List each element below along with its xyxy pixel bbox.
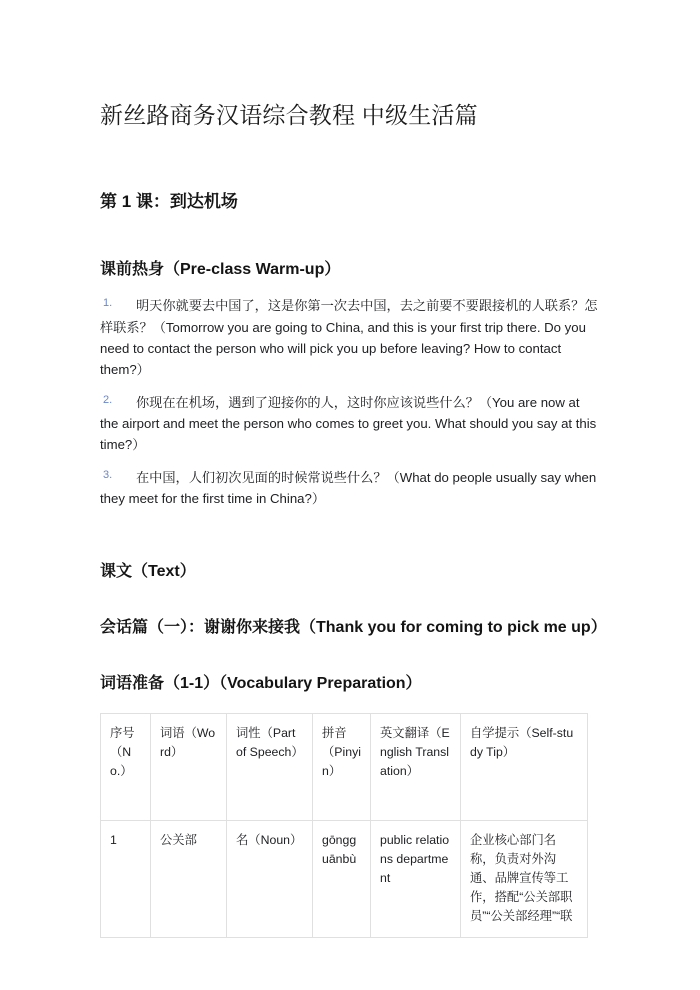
- column-header-pinyin: 拼音（Pinyin）: [313, 713, 371, 820]
- list-item: 在中国，人们初次见面的时候常说些什么？（What do people usually say when they meet for the first time in China?）: [100, 469, 597, 507]
- page-content: [100, 0, 607, 938]
- list-item: 明天你就要去中国了，这是你第一次去中国，去之前要不要跟接机的人联系？怎样联系？（Tomorrow you are going to China, and this is your first trip there. Do you need to contact the person who will pick you up before leaving? How to contact them?）: [100, 298, 598, 378]
- column-header-no: 序号（No.）: [101, 713, 151, 820]
- text-section-heading: 课文（Text）: [100, 562, 196, 580]
- warmup-question-list: [100, 281, 600, 509]
- cell-word: 公关部: [151, 820, 227, 937]
- document-title: 新丝路商务汉语综合教程 中级生活篇: [100, 102, 478, 128]
- column-header-translation: 英文翻译（English Translation）: [371, 713, 461, 820]
- lesson-heading: 第 1 课：到达机场: [100, 191, 238, 211]
- column-header-part-of-speech: 词性（Part of Speech）: [227, 713, 313, 820]
- list-item: 你现在在机场，遇到了迎接你的人，这时你应该说些什么？（You are now at the airport and meet the person who comes to greet you. What should you say at this time?）: [100, 394, 597, 453]
- table-header-row: [101, 713, 588, 820]
- dialogue-heading: 会话篇（一）：谢谢你来接我（Thank you for coming to pick me up）: [100, 618, 607, 636]
- column-header-self-study-tip: 自学提示（Self-study Tip）: [461, 713, 588, 820]
- cell-pinyin: gōngguānbù: [313, 820, 371, 937]
- cell-part-of-speech: 名（Noun）: [227, 820, 313, 937]
- cell-self-study-tip: 企业核心部门名称，负责对外沟通、品牌宣传等工作，搭配“公关部职员”“公关部经理”“联: [461, 820, 588, 937]
- vocabulary-preparation-heading: 词语准备（1-1）（Vocabulary Preparation）: [100, 675, 422, 693]
- column-header-word: 词语（Word）: [151, 713, 227, 820]
- cell-translation: public relations department: [371, 820, 461, 937]
- vocabulary-table: [100, 713, 588, 938]
- warmup-heading: 课前热身（Pre-class Warm-up）: [100, 260, 341, 278]
- table-row: [101, 820, 588, 937]
- cell-no: 1: [101, 820, 151, 937]
